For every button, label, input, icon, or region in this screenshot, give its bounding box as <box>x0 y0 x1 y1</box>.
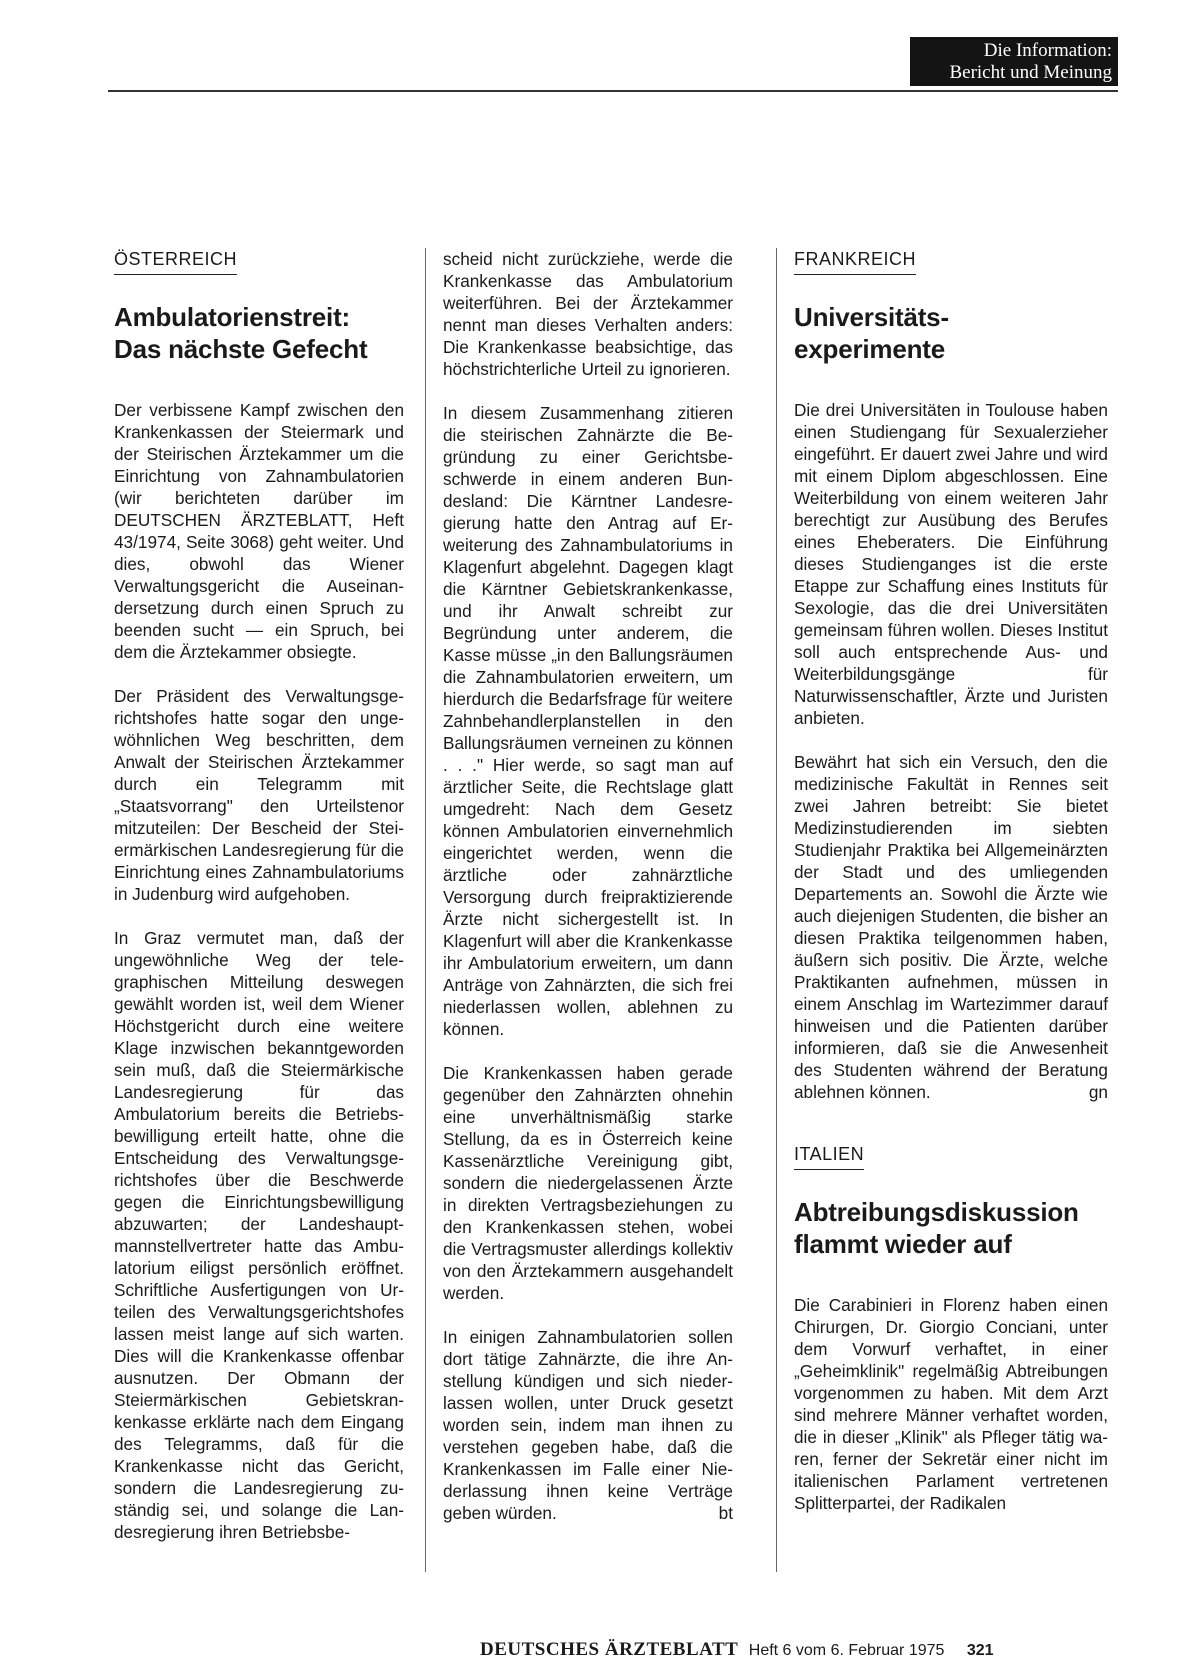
headline-line: experimente <box>794 334 945 364</box>
issue-info: Heft 6 vom 6. Februar 1975 <box>748 1642 945 1659</box>
headline-ambulatorienstreit <box>114 301 404 365</box>
section-badge <box>910 37 1118 86</box>
paragraph: Der Präsident des Verwaltungsgerichtshofes hatte sogar den ungewöhnlichen Weg beschritten, dem Anwalt der Steirischen Ärztekammer durch ein Telegramm mit „Staatsvorrang" den Urteilstenor mitzuteilen: Der Bescheid der Steiermärkischen Landesregierung für die Einrichtung eines Zahnambulatoriums in Judenburg wird aufgehoben. <box>114 686 404 904</box>
paragraph <box>794 751 1108 1103</box>
author-initials: bt <box>718 1503 733 1523</box>
header-rule <box>108 90 1118 92</box>
page-number: 321 <box>966 1642 994 1659</box>
section-label-italien: ITALIEN <box>794 1143 864 1170</box>
column-divider-2 <box>776 248 777 1572</box>
column-2 <box>443 248 733 1546</box>
column-3 <box>794 248 1108 1536</box>
paragraph: In Graz vermutet man, daß der ungewöhnliche Weg der telegraphischen Mitteilung deswegen gewählt worden ist, weil dem Wiener Höchstgericht durch eine weitere Klage inzwischen bekanntgeworden sein muß, daß die Steiermärkische Landesregierung für das Ambulatorium bereits die Betriebsbewilligung erteilt hatte, ohne die Entscheidung des Verwaltungsgerichtshofes über die Beschwerde gegen die Einrichtungsbewilligung abzuwarten; der Landeshauptmannstellvertreter hatte das Ambulatorium eiligst persönlich eröffnet. Schriftliche Ausfertigungen von Urteilen des Verwaltungsgerichtshofes lassen meist lange auf sich warten. Dies will die Krankenkasse offenbar ausnutzen. Der Obmann der Steiermärkischen Gebietskrankenkasse erklärte nach dem Eingang des Telegramms, daß für die Krankenkasse nicht das Gericht, sondern die Landesregierung zuständig sei, und solange die Landesregierung ihren Betriebsbe- <box>114 928 404 1542</box>
page-footer <box>480 1640 1108 1661</box>
paragraph-text: Bewährt hat sich ein Versuch, den die medizinische Fakultät in Rennes seit zwei Jahren betreibt: Sie bietet Medizinstudierenden im siebten Studienjahr Praktika bei Allgemeinärzten der Stadt und des umliegenden Departements an. Sowohl die Ärzte wie auch diejenigen Studenten, die bisher an diesen Praktika teilgenommen haben, äußern sich positiv. Die Ärzte, welche Praktikanten aufnehmen, müssen in einem Anschlag im Wartezimmer darauf hinweisen und die Patienten darüber informieren, daß sie die Anwesenheit des Studenten während der Beratung ablehnen können. <box>794 752 1108 1102</box>
paragraph: scheid nicht zurückziehe, werde die Krankenkasse das Ambulatorium weiterführen. Bei der Ärztekammer nennt man dieses Verhalten anders: Die Krankenkasse beabsichtige, das höchstrichterliche Urteil zu ignorieren. <box>443 249 733 379</box>
section-badge-line2: Bericht und Meinung <box>949 62 1112 83</box>
headline-abtreibungsdiskussion <box>794 1196 1108 1260</box>
section-label-oesterreich: ÖSTERREICH <box>114 248 237 275</box>
paragraph <box>443 1326 733 1524</box>
column-divider-1 <box>425 248 426 1572</box>
headline-line: flammt wieder auf <box>794 1229 1012 1259</box>
column-1 <box>114 248 404 1565</box>
journal-title: DEUTSCHES ÄRZTEBLATT <box>480 1639 739 1660</box>
paragraph: In diesem Zusammenhang zitieren die steirischen Zahnärzte die Begründung zu einer Gerichtsbeschwerde in einem anderen Bundesland: Die Kärntner Landesregierung hatte den Antrag auf Erweiterung des Zahnambulatoriums in Klagenfurt abgelehnt. Dagegen klagt die Kärntner Gebietskrankenkasse, und ihr Anwalt schreibt zur Begründung unter anderem, die Kasse müsse „in den Ballungsräumen die Zahnambulatorien erweitern, um hierdurch die Bedarfsfrage für weitere Zahnbehandlerplanstellen in den Ballungsräumen verneinen zu können . . ." Hier werde, so sagt man auf ärztlicher Seite, die Rechtslage glatt umgedreht: Nach dem Gesetz können Ambulatorien einvernehmlich eingerichtet werden, wenn die ärztliche oder zahnärztliche Versorgung durch freipraktizierende Ärzte nicht sichergestellt ist. In Klagenfurt will aber die Krankenkasse ihr Ambulatorium erweitern, um dann Anträge von Zahnärzten, die sich frei niederlassen wollen, ablehnen zu können. <box>443 403 733 1039</box>
author-initials: gn <box>1088 1082 1108 1102</box>
section-badge-line1: Die Information: <box>983 40 1112 61</box>
paragraph-text: In einigen Zahnambulatorien sollen dort tätige Zahnärzte, die ihre Anstellung kündigen und sich niederlassen wollen, unter Druck gesetzt worden sein, indem man ihnen zu verstehen gegeben habe, daß die Krankenkassen im Falle einer Niederlassung ihnen keine Verträge geben würden. <box>443 1327 733 1523</box>
paragraph: Die drei Universitäten in Toulouse haben einen Studiengang für Sexualerzieher eingeführt. Er dauert zwei Jahre und wird mit einem Diplom abgeschlossen. Eine Weiterbildung von einem weiteren Jahr berechtigt zur Ausübung des Berufes eines Eheberaters. Die Einführung dieses Studienganges ist die erste Etappe zur Schaffung eines Instituts für Sexologie, das die drei Universitäten gemeinsam führen wollen. Dieses Institut soll auch entsprechende Aus- und Weiterbildungsgänge für Naturwissenschaftler, Ärzte und Juristen anbieten. <box>794 400 1108 728</box>
paragraph: Der verbissene Kampf zwischen den Krankenkassen der Steiermark und der Steirischen Ärztekammer um die Einrichtung von Zahnambulatorien (wir berichteten darüber im DEUTSCHEN ÄRZTEBLATT, Heft 43/1974, Seite 3068) geht weiter. Und dies, obwohl das Wiener Verwaltungsgericht die Auseinandersetzung durch einen Spruch zu beenden sucht — ein Spruch, bei dem die Ärztekammer obsiegte. <box>114 400 404 662</box>
paragraph: Die Krankenkassen haben gerade gegenüber den Zahnärzten ohnehin eine unverhältnismäßig starke Stellung, da es in Österreich keine Kassenärztliche Vereinigung gibt, sondern die niedergelassenen Ärzte in direkten Vertragsbeziehungen zu den Krankenkassen stehen, wobei die Vertragsmuster allerdings kollektiv von den Ärztekammern ausgehandelt werden. <box>443 1063 733 1303</box>
headline-line: Ambulatorienstreit: <box>114 302 351 332</box>
headline-line: Universitäts- <box>794 302 949 332</box>
headline-universitaetsexperimente <box>794 301 1108 365</box>
headline-line: Abtreibungsdiskussion <box>794 1197 1079 1227</box>
headline-line: Das nächste Gefecht <box>114 334 368 364</box>
section-label-frankreich: FRANKREICH <box>794 248 916 275</box>
paragraph: Die Carabinieri in Florenz haben einen Chirurgen, Dr. Giorgio Conciani, unter dem Vorwurf verhaftet, in einer „Geheimklinik" regelmäßig Abtreibungen vorgenommen zu haben. Mit dem Arzt sind mehrere Männer verhaftet worden, die in dieser „Klinik" als Pfleger tätig waren, ferner der Sekretär einer nicht im italienischen Parlament vertretenen Splitterpartei, der Radikalen <box>794 1295 1108 1513</box>
